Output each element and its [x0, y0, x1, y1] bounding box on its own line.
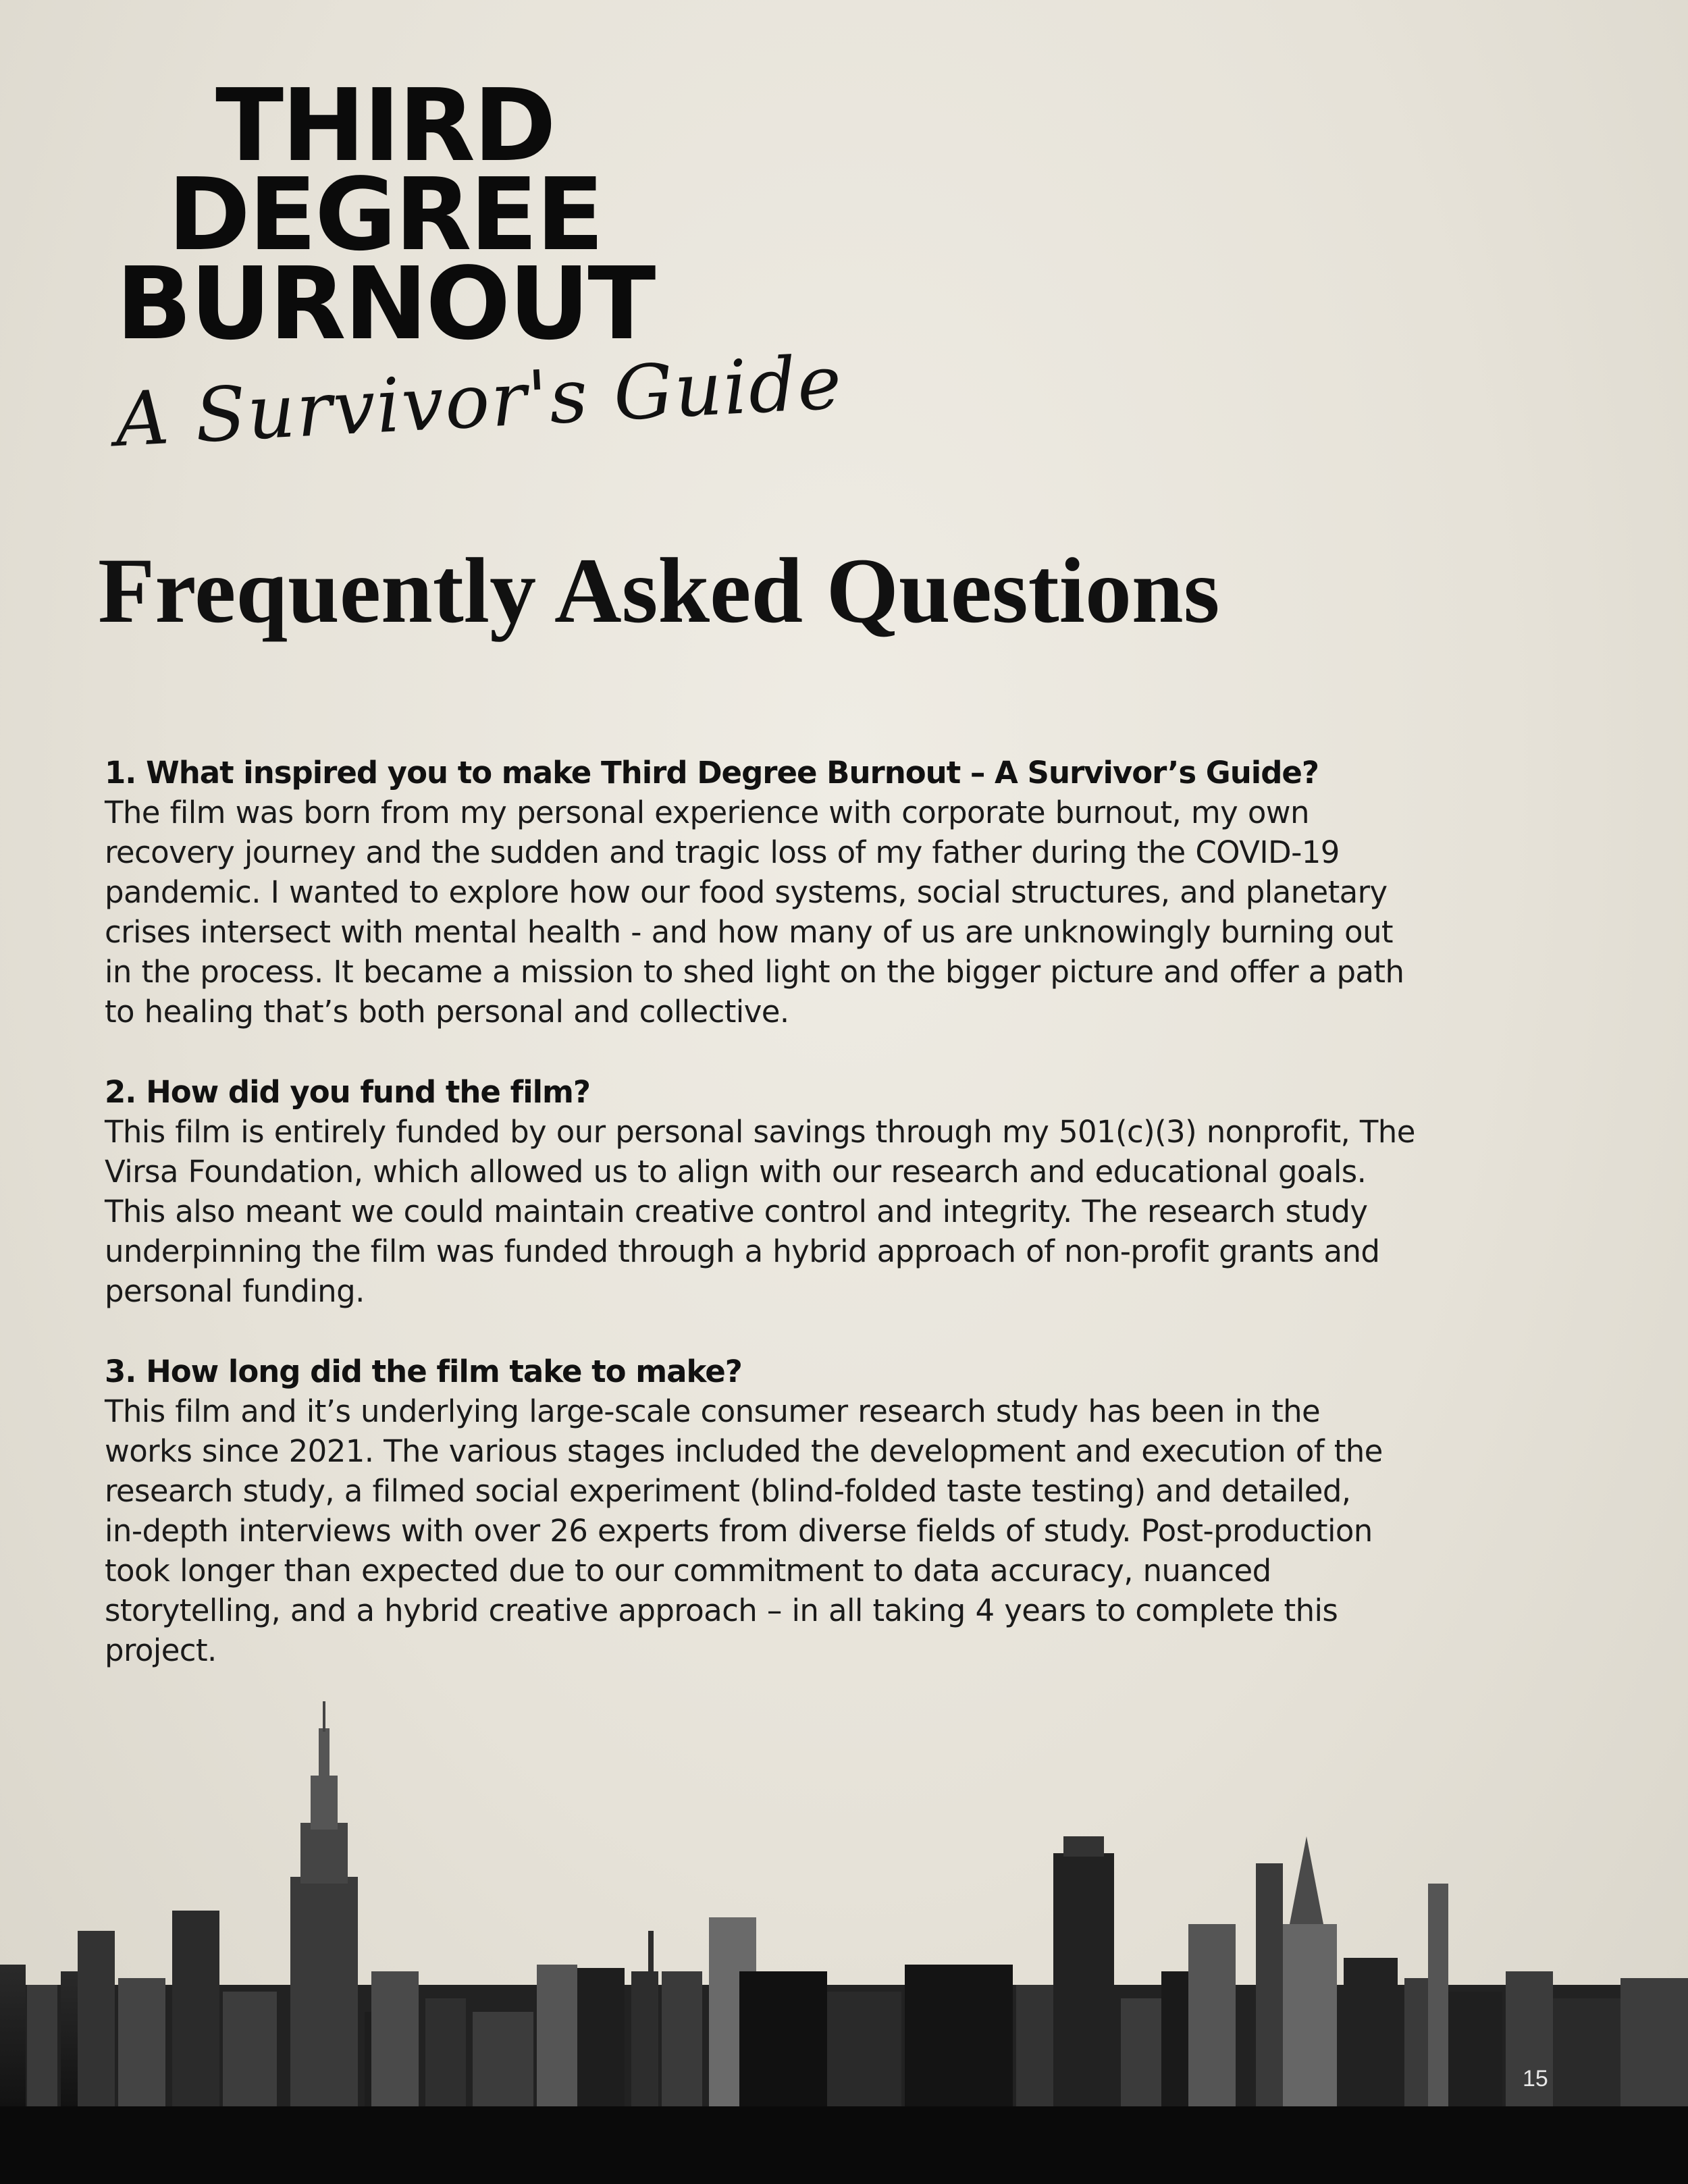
brand-line-degree: DEGREE	[167, 157, 602, 273]
brand-logo	[108, 68, 845, 464]
faq-question: 1. What inspired you to make Third Degree Burnout – A Survivor’s Guide?	[105, 755, 1319, 791]
faq-list	[105, 753, 1550, 1711]
city-skyline-image	[0, 1701, 1688, 2184]
brand-subtitle-script: A Survivor's Guide	[113, 338, 845, 464]
faq-item	[105, 1352, 1550, 1670]
brand-line-burnout: BURNOUT	[115, 246, 654, 362]
faq-question: 3. How long did the film take to make?	[105, 1354, 742, 1389]
faq-answer: The film was born from my personal experience with corporate burnout, my own recovery journey and the sudden and tragic loss of my father during the COVID-19 pandemic. I wanted to explore how our food systems, social structures, and planetary crises intersect with mental health - and how many of us are unknowingly burning out in the process. It became a mission to shed light on the bigger picture and offer a path to healing that’s both personal and collective.	[105, 795, 1404, 1030]
faq-answer: This film is entirely funded by our personal savings through my 501(c)(3) nonprofit, The Virsa Foundation, which allowed us to align with our research and educational goals. This also meant we could maintain creative control and integrity. The research study underpinning the film was funded through a hybrid approach of non-profit grants and personal funding.	[105, 1114, 1415, 1309]
faq-item	[105, 1072, 1550, 1311]
brand-line-third: THIRD	[215, 68, 554, 184]
faq-question: 2. How did you fund the film?	[105, 1074, 591, 1110]
page-title: Frequently Asked Questions	[98, 539, 1220, 642]
page-number: 15	[1523, 2066, 1548, 2092]
faq-answer: This film and it’s underlying large-scale consumer research study has been in the works since 2021. The various stages included the development and execution of the research study, a filmed social experiment (blind-folded taste testing) and detailed, in-depth interviews with over 26 experts from diverse fields of study. Post-production took longer than expected due to our commitment to data accuracy, nuanced storytelling, and a hybrid creative approach – in all taking 4 years to complete this project.	[105, 1393, 1383, 1668]
faq-item	[105, 753, 1550, 1032]
